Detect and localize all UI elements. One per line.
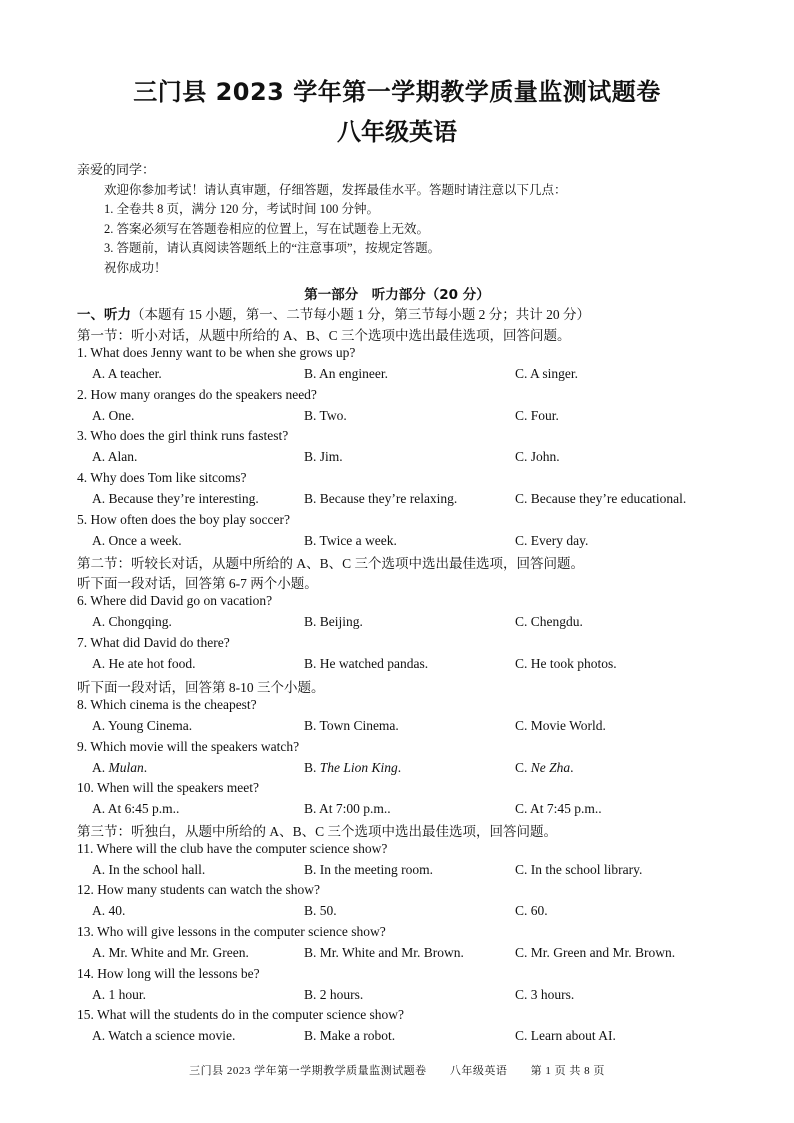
option-a: A. Mr. White and Mr. Green. <box>92 945 249 960</box>
listening-heading-rest: （本题有 15 小题，第一、二节每小题 1 分，第三节每小题 2 分；共计 20 分） <box>131 307 590 322</box>
question: 2. How many oranges do the speakers need? <box>77 387 317 402</box>
option-c: C. In the school library. <box>515 862 643 877</box>
section-1-instruction: 第一节：听小对话，从题中所给的 A、B、C 三个选项中选出最佳选项，回答问题。 <box>77 328 571 343</box>
question: 9. Which movie will the speakers watch? <box>77 739 300 754</box>
listening-heading <box>77 303 590 323</box>
question: 8. Which cinema is the cheapest? <box>77 697 257 712</box>
option-a: A. Because they’re interesting. <box>92 491 259 506</box>
movie-title: Ne Zha <box>530 760 571 775</box>
option-b: B. Town Cinema. <box>304 718 399 733</box>
footer-exam: 三门县 2023 学年第一学期教学质量监测试题卷 <box>189 1065 427 1077</box>
option-b: B. Beijing. <box>304 614 363 629</box>
option-b: B. At 7:00 p.m.. <box>304 801 391 816</box>
notice-greeting: 亲爱的同学： <box>77 163 156 178</box>
question: 5. How often does the boy play soccer? <box>77 512 290 527</box>
question: 1. What does Jenny want to be when she grows up? <box>77 345 356 360</box>
option-a: A. Chongqing. <box>92 614 172 629</box>
question: 12. How many students can watch the show? <box>77 882 320 897</box>
option-a: A. Young Cinema. <box>92 718 193 733</box>
option-letter: A. <box>92 760 106 775</box>
option-a: A. He ate hot food. <box>92 656 196 671</box>
page-footer <box>0 1062 794 1078</box>
option-b: B. Because they’re relaxing. <box>304 491 458 506</box>
option-b: B. An engineer. <box>304 366 388 381</box>
question: 6. Where did David go on vacation? <box>77 593 273 608</box>
option-b: B. 50. <box>304 903 337 918</box>
option-c: C. 3 hours. <box>515 987 575 1002</box>
option-c: C. Because they’re educational. <box>515 491 687 506</box>
section-2-note: 听下面一段对话，回答第 6-7 两个小题。 <box>77 576 318 591</box>
exam-notice <box>77 161 567 278</box>
option-a: A. At 6:45 p.m.. <box>92 801 180 816</box>
option-c: C. Movie World. <box>515 718 606 733</box>
option-a: A. Watch a science movie. <box>92 1028 236 1043</box>
option-a: A. Mulan. <box>92 760 148 775</box>
option-b: B. 2 hours. <box>304 987 364 1002</box>
part-title: 第一部分 听力部分（20 分） <box>304 287 490 303</box>
movie-title: Mulan <box>108 760 144 775</box>
option-a: A. In the school hall. <box>92 862 206 877</box>
option-c: C. Learn about AI. <box>515 1028 616 1043</box>
option-c: C. Chengdu. <box>515 614 583 629</box>
option-a: A. One. <box>92 408 135 423</box>
option-c: C. John. <box>515 449 560 464</box>
movie-title: The Lion King <box>319 760 398 775</box>
option-b: B. The Lion King. <box>304 760 402 775</box>
section-2-instruction: 第二节：听较长对话，从题中所给的 A、B、C 三个选项中选出最佳选项，回答问题。 <box>77 556 585 571</box>
option-letter: B. <box>304 760 317 775</box>
option-c: C. At 7:45 p.m.. <box>515 801 602 816</box>
option-c: C. He took photos. <box>515 656 617 671</box>
question: 3. Who does the girl think runs fastest? <box>77 428 289 443</box>
notice-item: 1. 全卷共 8 页，满分 120 分，考试时间 100 分钟。 <box>104 202 380 216</box>
option-c: C. 60. <box>515 903 548 918</box>
option-c: C. Four. <box>515 408 559 423</box>
option-a: A. Once a week. <box>92 533 182 548</box>
question: 15. What will the students do in the computer science show? <box>77 1007 405 1022</box>
question: 11. Where will the club have the computer science show? <box>77 841 388 856</box>
notice-item: 3. 答题前，请认真阅读答题纸上的“注意事项”，按规定答题。 <box>104 241 441 255</box>
section-3-instruction: 第三节：听独白，从题中所给的 A、B、C 三个选项中选出最佳选项，回答问题。 <box>77 824 558 839</box>
option-b: B. Mr. White and Mr. Brown. <box>304 945 464 960</box>
option-c: C. Mr. Green and Mr. Brown. <box>515 945 676 960</box>
option-a: A. A teacher. <box>92 366 162 381</box>
notice-closing: 祝你成功！ <box>104 260 167 275</box>
footer-subject: 八年级英语 <box>449 1065 508 1077</box>
question: 7. What did David do there? <box>77 635 230 650</box>
question: 10. When will the speakers meet? <box>77 780 259 795</box>
option-b: B. In the meeting room. <box>304 862 433 877</box>
option-b: B. Twice a week. <box>304 533 397 548</box>
section-2-note: 听下面一段对话，回答第 8-10 三个小题。 <box>77 680 325 695</box>
option-letter: C. <box>515 760 528 775</box>
exam-title: 三门县 2023 学年第一学期教学质量监测试题卷 <box>133 78 661 106</box>
option-a: A. Alan. <box>92 449 138 464</box>
option-c: C. Ne Zha. <box>515 760 574 775</box>
option-b: B. Make a robot. <box>304 1028 396 1043</box>
question: 14. How long will the lessons be? <box>77 966 260 981</box>
footer-page-number: 第 1 页 共 8 页 <box>530 1065 605 1077</box>
option-b: B. Two. <box>304 408 347 423</box>
notice-intro: 欢迎你参加考试！请认真审题，仔细答题，发挥最佳水平。答题时请注意以下几点： <box>104 182 567 197</box>
question: 13. Who will give lessons in the computer science show? <box>77 924 386 939</box>
option-b: B. Jim. <box>304 449 343 464</box>
listening-heading-bold: 一、听力 <box>77 307 131 323</box>
option-a: A. 1 hour. <box>92 987 146 1002</box>
option-c: C. Every day. <box>515 533 589 548</box>
option-b: B. He watched pandas. <box>304 656 429 671</box>
exam-subtitle: 八年级英语 <box>337 118 457 146</box>
option-c: C. A singer. <box>515 366 579 381</box>
option-a: A. 40. <box>92 903 126 918</box>
question: 4. Why does Tom like sitcoms? <box>77 470 247 485</box>
notice-item: 2. 答案必须写在答题卷相应的位置上，写在试题卷上无效。 <box>104 221 430 236</box>
